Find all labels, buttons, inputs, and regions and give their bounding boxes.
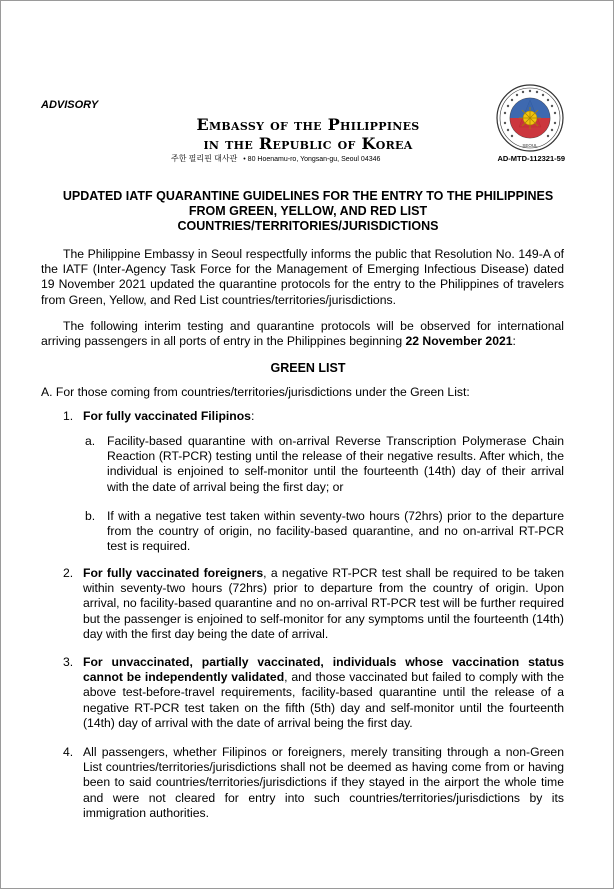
- seal-caption: SEOUL: [522, 143, 538, 148]
- item-4-number: 4.: [63, 745, 74, 759]
- effective-date: 22 November 2021: [405, 334, 513, 349]
- item-3-bold: For unvaccinated, partially vaccinated, individuals whose vaccination status cannot be independently validated: [83, 655, 564, 685]
- item-1: [83, 409, 564, 424]
- title-line3: COUNTRIES/TERRITORIES/JURISDICTIONS: [177, 219, 439, 233]
- item-1b-text: If with a negative test taken within seventy-two hours (72hrs) prior to the departure from the country of origin, no facility-based quarantine, and no on-arrival RT-PCR test is required.: [107, 509, 564, 554]
- title-line2: FROM GREEN, YELLOW, AND RED LIST: [188, 204, 428, 218]
- item-2-bold: For fully vaccinated foreigners: [83, 566, 264, 580]
- title-line1: UPDATED IATF QUARANTINE GUIDELINES FOR THE ENTRY TO THE PHILIPPINES: [62, 189, 554, 203]
- green-list-heading: GREEN LIST: [270, 361, 346, 375]
- embassy-address: [171, 153, 380, 164]
- section-a: A. For those coming from countries/territories/jurisdictions under the Green List:: [41, 385, 470, 399]
- korean-name: 주한 필리핀 대사관: [171, 154, 238, 163]
- reference-number: AD-MTD-112321-59: [497, 154, 565, 163]
- embassy-seal-icon: [495, 83, 565, 153]
- item-1b-label: b.: [85, 509, 96, 523]
- item-3: [83, 655, 564, 731]
- advisory-label: ADVISORY: [41, 99, 99, 111]
- item-1a-label: a.: [85, 434, 96, 448]
- address-text: • 80 Hoenamu-ro, Yongsan-gu, Seoul 04346: [243, 156, 381, 163]
- item-1-number: 1.: [63, 409, 74, 423]
- intro-paragraph-1: The Philippine Embassy in Seoul respectfully informs the public that Resolution No. 149-A of the IATF (Inter-Agency Task Force for the Management of Emerging Infectious Disease) dated 19 November 2021 updated the quarantine protocols for the entry to the Philippines of travelers from Green, Yellow, and Red List countries/territories/jurisdictions.: [41, 247, 564, 307]
- item-1-text: :: [250, 409, 255, 423]
- item-3-number: 3.: [63, 655, 74, 669]
- item-2-number: 2.: [63, 566, 74, 580]
- intro-p2-start: The following interim testing and quarantine protocols will be observed for international arriving passengers in all ports of entry in the Philippines beginning: [41, 319, 564, 349]
- item-3-text: , and those vaccinated but failed to comply with the above test-before-travel requirements, facility-based quarantine until the release of a negative RT-PCR test taken on the fifth (5th) day and self-monitor until the fourteenth (14th) day of arrival with the date of arrival being the first day.: [83, 670, 564, 730]
- item-2-text: , a negative RT-PCR test shall be required to be taken within seventy-two hours (72hrs) prior to departure from the country of origin. Upon arrival, no facility-based quarantine and no on-arrival RT-PCR test will be further required but the passenger is enjoined to self-monitor for any symptoms until the fourteenth (14th) day with the first day being the date of arrival.: [83, 566, 564, 641]
- item-4: [83, 745, 564, 821]
- intro-p2-end: :: [512, 334, 516, 349]
- item-1a-text: Facility-based quarantine with on-arrival Reverse Transcription Polymerase Chain Reaction (RT-PCR) testing until the release of their negative results. After which, the individual is enjoined to self-monitor until the fourteenth (14th) day of their arrival with the date of arrival being the first day; or: [107, 434, 564, 494]
- intro-paragraph-2: [41, 319, 564, 349]
- embassy-name-line2: in the Republic of Korea: [203, 134, 413, 153]
- item-1-bold: For fully vaccinated Filipinos: [83, 409, 251, 423]
- embassy-name-line1: Embassy of the Philippines: [196, 115, 420, 134]
- advisory-title: [31, 189, 585, 234]
- item-2: [83, 566, 564, 642]
- item-4-text: All passengers, whether Filipinos or foreigners, merely transiting through a non-Green List countries/territories/jurisdictions shall not be deemed as having come from or having been to said countries/territories/jurisdictions if they stayed in the airport the whole time and were not cleared for entry into such countries/territories/jurisdictions by its immigration authorities.: [83, 745, 564, 820]
